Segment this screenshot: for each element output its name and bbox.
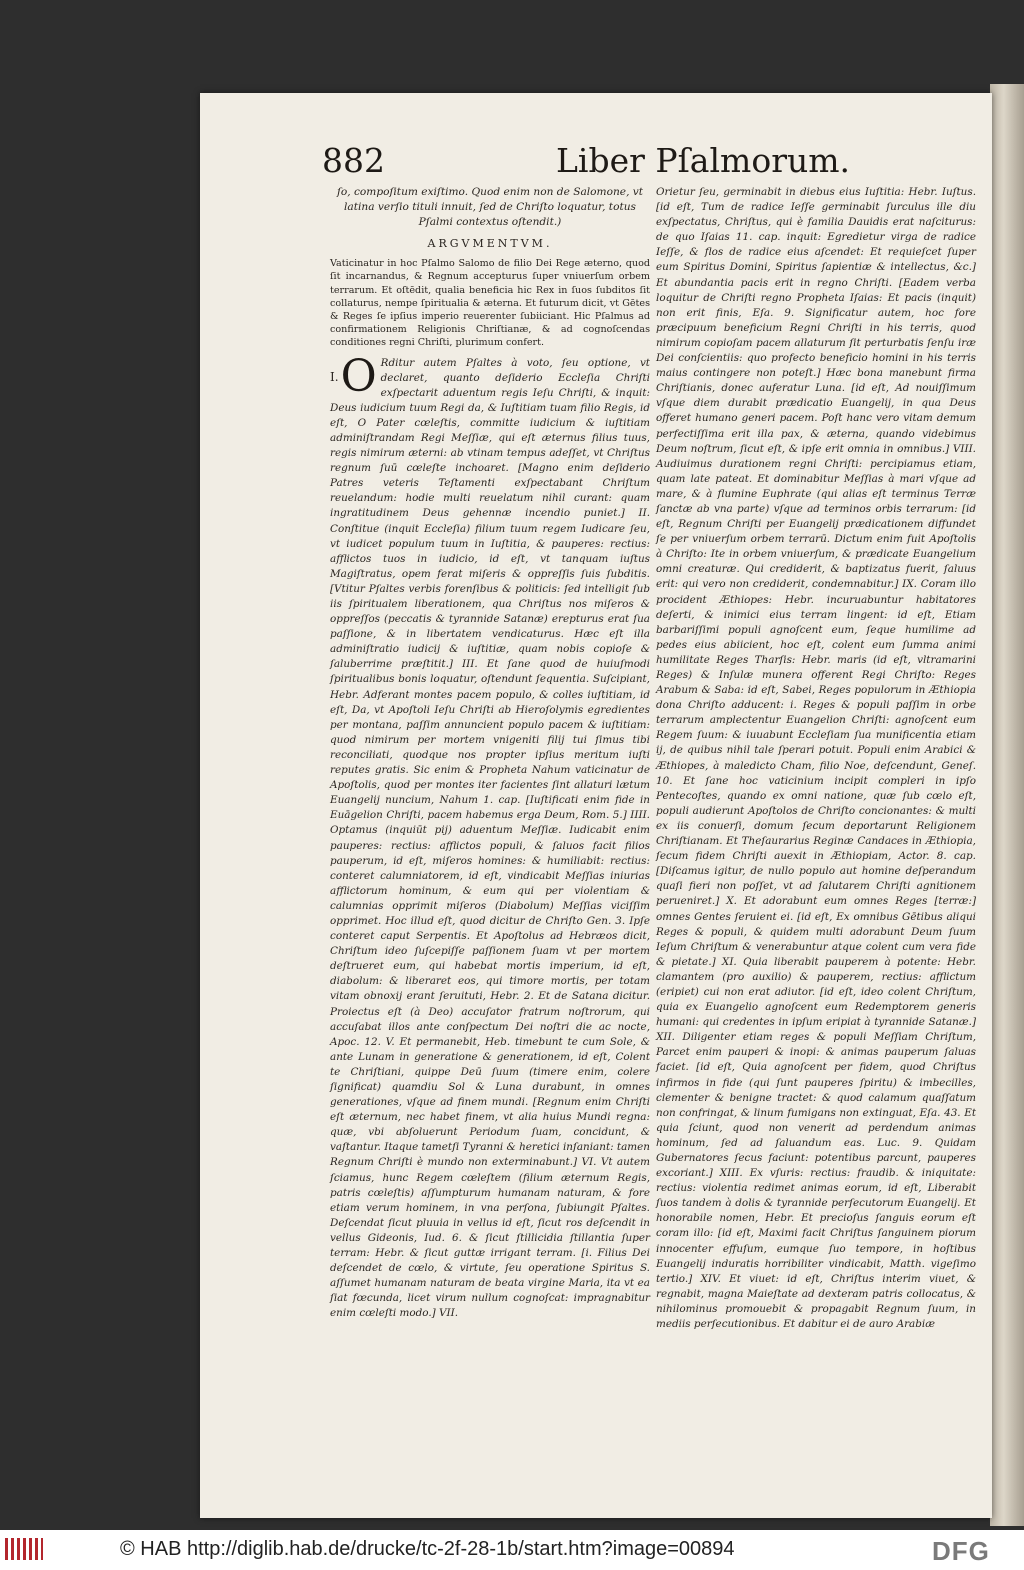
- drop-cap: O: [340, 350, 377, 402]
- argument-text: Vaticinatur in hoc Pſalmo Salomo de filio Dei Rege æterno, quod ſit incarnandus, & Regnum accepturus ſuper vniuerſum orbem terrarum. Et oſtēdit, qualia beneficia hic Rex in ſuos ſubditos ſit collaturus, nempe ſpiritualia & æterna. Et futurum dicit, vt Gētes & Reges ſe ipſius imperio reuerenter ſubiiciant. Hic Pſalmus ad confirmationem Religionis Chriſtianæ, & ad cognoſcendas conditiones regni Chriſti, plurimum confert.: [330, 258, 650, 349]
- footer-bar: [0, 1530, 1024, 1570]
- psalm-title-note: ſo, compoſitum exiſtimo. Quod enim non de Salomone, vt latina verſio tituli innuit, ſed de Chriſto loquatur, totus Pſalmi contextus oſtendit.): [336, 186, 644, 228]
- hab-logo-icon: [4, 1536, 44, 1562]
- section-number: I.: [330, 369, 339, 384]
- book-page: [200, 93, 992, 1518]
- source-link[interactable]: © HAB http://diglib.hab.de/drucke/tc-2f-28-1b/start.htm?image=00894: [120, 1538, 735, 1560]
- dfg-logo: DFG: [932, 1536, 990, 1566]
- page-number: 882: [322, 141, 385, 180]
- commentary-body-continued: Orietur ſeu, germinabit in diebus eius Iuſtitia: Hebr. Iuſtus. [id eſt, Tum de radice Ieſſe germinabit ſurculus ille diu exſpectatus, Chriſtus, qui è familia Dauidis erat naſciturus: de quo Iſaias 11. cap. inquit: Egredietur virga de radice Ieſſe, & flos de radice eius aſcendet: Et requieſcet ſuper eum Spiritus Domini, Spiritus ſapientiæ & intellectus, &c.] Et abundantia pacis erit in regno Chriſti. [Eadem verba loquitur de Chriſti regno Propheta Iſaias: Et pacis (inquit) non erit finis, Eſa. 9. Significatur autem, hoc fore præcipuum beneficium Regni Chriſti in his terris, quod nimirum copioſam pacem allaturum ſit perturbatis ſenſu iræ Dei conſcientiis: quo profecto beneficio homini in his terris maius contingere non poteſt.] Hæc bona manebunt firma Chriſtianis, donec auferatur Luna. [id eſt, Ad nouiſſimum vſque diem durabit prædicatio Euangelij, in qua Deus offeret humano generi pacem. Poſt hanc vero vitam demum perfectiſſima erit illa pax, & æterna, quando videbimus Deum noſtrum, ſicut eſt, & ipſe erit omnia in omnibus.] VIII. Audiuimus durationem regni Chriſti: percipiamus etiam, quam late pateat. Et dominabitur Meſſias à mari vſque ad mare, & à flumine Euphrate (qui alias eſt terminus Terræ ſanctæ ab vna parte) vſque ad terminos orbis terrarum: [id eſt, Regnum Chriſti per Euangelij prædicationem diffundet ſe per vniuerſum orbem terrarū. Dictum enim fuit Apoſtolis à Chriſto: Ite in orbem vniuerſum, & prædicate Euangelium omni creaturæ. Qui crediderit, & baptizatus fuerit, ſaluus erit: qui vero non crediderit, condemnabitur.] IX. Coram illo procident Æthiopes: Hebr. incuruabuntur habitatores deſerti, & inimici eius terram lingent: id eſt, Etiam barbariſſimi populi agnoſcent eum, ſeque humilime ad pedes eius abiicient, hoc eſt, colent eum ſumma animi humilitate Reges Tharſis: Hebr. maris (id eſt, vltramarini Reges) & Inſulæ munera offerent Regi Chriſto: Reges Arabum & Saba: id eſt, Sabei, Reges populorum in Æthiopia dona Chriſto adducent: i. Reges & populi paſſim in orbe terrarum amplectentur Euangelion Chriſti: agnoſcent eum Regem ſuum: & iuuabunt Eccleſiam ſua munificentia etiam ij, de quibus nihil tale ſperari potuit. Populi enim Arabici & Æthiopes, à maledicto Cham, filio Noe, deſcendunt, Geneſ. 10. Et ſane hoc vaticinium incipit compleri in ipſo Pentecoſtes, quando ex omni natione, quæ ſub cœlo eſt, populi audierunt Apoſtolos de Chriſto concionantes: & multi ex iis conuerſi, domum ſecum deportarunt Religionem Chriſtianam. Et Theſaurarius Reginæ Candaces in Æthiopia, ſecum fidem Chriſti auexit in Æthiopiam, Actor. 8. cap. [Diſcamus igitur, de nullo populo aut homine deſperandum quaſi fieri non poſſet, vt ad ſalutarem Chriſti agnitionem perueniret.] X. Et adorabunt eum omnes Reges [terræ:] omnes Gentes ſeruient ei. [id eſt, Ex omnibus Gētibus aliqui Reges & populi, & quidem multi adorabunt Deum ſuum Ieſum Chriſtum & venerabuntur atque colent cum vera fide & pietate.] XI. Quia liberabit pauperem à potente: Hebr. clamantem (pro auxilio) & pauperem, rectius: afflictum (eripiet) cui non erat adiutor. [id eſt, ideo colent Chriſtum, quia ex Euangelio agnoſcent eum Redemptorem generis humani: qui credentes in ipſum eripiat à tyrannide Satanæ.] XII. Diligenter etiam reges & populi Meſſiam Chriſtum, Parcet enim pauperi & inopi: & animas pauperum ſaluas faciet. [id eſt, Quia agnoſcent per fidem, quod Chriſtus infirmos in fide (qui ſunt pauperes ſpiritu) & imbecilles, clementer & benigne tractet: & quod calamum quaſſatum non confringat, & linum fumigans non extinguat, Eſa. 43. Et quia ſciunt, quod non venerit ad perdendum animas hominum, ſed ad ſaluandum eas. Luc. 9. Quidam Gubernatores ſecus faciunt: potentibus parcunt, pauperes excoriant.] XIII. Ex vſuris: rectius: fraudib. & iniquitate: rectius: violentia redimet animas eorum, id eſt, Liberabit ſuos tandem à dolis & tyrannide perſecutorum Euangelij. Et honorabile nomen, Hebr. Et precioſus ſanguis eorum eſt coram illo: [id eſt, Maximi facit Chriſtus ſanguinem piorum innocenter effuſum, eumque ſuo tempore, in hoſtibus Euangelij induratis horribiliter vindicabit, Matth. vigeſimo tertio.] XIV. Et viuet: id eſt, Chriſtus interim viuet, & regnabit, magna Maieſtate ad dexteram patris collocatus, & nihilominus promouebit & propagabit Regnum ſuum, in mediis perſecutionibus. Et dabitur ei de auro Arabiæ: [656, 186, 976, 1331]
- running-title: Liber Pſalmorum.: [556, 141, 851, 180]
- commentary-text: [330, 350, 650, 1322]
- argument-heading: ARGVMENTVM.: [427, 237, 553, 250]
- right-column: [656, 185, 976, 1334]
- commentary-body: Rditur autem Pſaltes à voto, ſeu optione, vt declaret, quanto deſiderio Eccleſia Chriſti exſpectarit aduentum regis Ieſu Chriſti, & inquit: Deus iudicium tuum Regi da, & Iuſtitiam tuam filio Regis, id eſt, O Pater cœleſtis, committe iudicium & iuſtitiam adminiſtrandam Regi Meſſiæ, qui eſt æternus filius tuus, regis nimirum æterni: ab vtinam tempus adeſſet, vt Chriſtus regnum ſuū cœleſte inchoaret. [Magno enim deſiderio Patres veteris Teſtamenti exſpectabant Chriſtum reuelandum: hodie multi reuelatum nihil curant: quam ingratitudinem Deus gehennæ incendio puniet.] II. Conſtitue (inquit Eccleſia) filium tuum regem Iudicare ſeu, vt iudicet populum tuum in Iuſtitia, & pauperes: rectius: afflictos tuos in iudicio, id eſt, vt tanquam iuſtus Magiſtratus, opem ferat miſeris & oppreſſis ſuis ſubditis. [Vtitur Pſaltes verbis forenſibus & politicis: ſed intelligit ſub iis ſpiritualem liberationem, qua Chriſtus nos miſeros & oppreſſos (peccatis & tyrannide Satanæ) erepturus erat ſua paſſione, & in libertatem vendicaturus. Hæc eſt illa adminiſtratio iudicij & iuſtitiæ, quam nobis copioſe & ſaluberrime præſtitit.] III. Et ſane quod de huiuſmodi ſpiritualibus bonis loquatur, oſtendunt ſequentia. Suſcipiant, Hebr. Adferant montes pacem populo, & colles iuſtitiam, id eſt, Da, vt Apoſtoli Ieſu Chriſti ab Hieroſolymis egredientes per montana, paſſim annuncient populo pacem & iuſtitiam: quod nimirum per mortem vnigeniti filij tui ſimus tibi reconciliati, quodque nos propter ipſius meritum iuſti reputes gratis. Sic enim & Propheta Nahum vaticinatur de Apoſtolis, quod per montes iter facientes ſint allaturi lætum Euangelij nuncium, Nahum 1. cap. [Iuſtificati enim fide in Euāgelion Chriſti, pacem habemus erga Deum, Rom. 5.] IIII. Optamus (inquiūt pij) aduentum Meſſiæ. Iudicabit enim pauperes: rectius: afflictos populi, & ſaluos facit filios pauperum, id eſt, miſeros homines: & humiliabit: rectius: conteret calumniatorem, id eſt, vindicabit Meſſias iniurias afflictorum hominum, & eum qui per violentiam & calumnias opprimit miſeros (Diabolum) Meſſias viciſſim opprimet. Hoc illud eſt, quod dicitur de Chriſto Gen. 3. Ipſe conteret caput Serpentis. Et Apoſtolus ad Hebræos dicit, Chriſtum ideo ſuſcepiſſe paſſionem ſuam vt per mortem deſtrueret eum, qui habebat mortis imperium, id eſt, diabolum: & liberaret eos, qui timore mortis, per totam vitam obnoxij erant ſeruituti, Hebr. 2. Et de Satana dicitur. Proiectus eſt (à Deo) accuſator fratrum noſtrorum, qui accuſabat illos ante conſpectum Dei noſtri die ac nocte, Apoc. 12. V. Et permanebit, Heb. timebunt te cum Sole, & ante Lunam in generatione & generationem, id eſt, Colent te Chriſtiani, quippe Deū ſuum (timere enim, colere ſignificat) quamdiu Sol & Luna durabunt, in omnes generationes, vſque ad finem mundi. [Regnum enim Chriſti eſt æternum, nec habet finem, vt alia huius Mundi regna: quæ, vbi abſoluerunt Periodum ſuam, concidunt, & vaſtantur. Itaque tametſi Tyranni & heretici inſaniant: tamen Regnum Chriſti è mundo non exterminabunt.] VI. Vt autem ſciamus, hunc Regem cœleſtem (filium æternum Regis, patris cœleſtis) aſſumpturum humanam naturam, & fore etiam verum hominem, in vna perſona, ſubiungit Pſaltes. Deſcendat ſicut pluuia in vellus id eſt, ſicut ros deſcendit in vellus Gideonis, Iud. 6. & ſicut ſtillicidia ſtillantia ſuper terram: Hebr. & ſicut guttæ irrigant terram. [i. Filius Dei deſcendet de cœlo, & virtute, ſeu operatione Spiritus S. aſſumet humanam naturam de beata virgine Maria, ita vt ea ſiat fœcunda, licet virum nullum cognoſcat: impragnabitur enim cœleſti modo.] VII.: [330, 356, 650, 1320]
- next-page-edge: [990, 84, 1024, 1526]
- running-head: [200, 141, 992, 191]
- left-column: [330, 185, 650, 1324]
